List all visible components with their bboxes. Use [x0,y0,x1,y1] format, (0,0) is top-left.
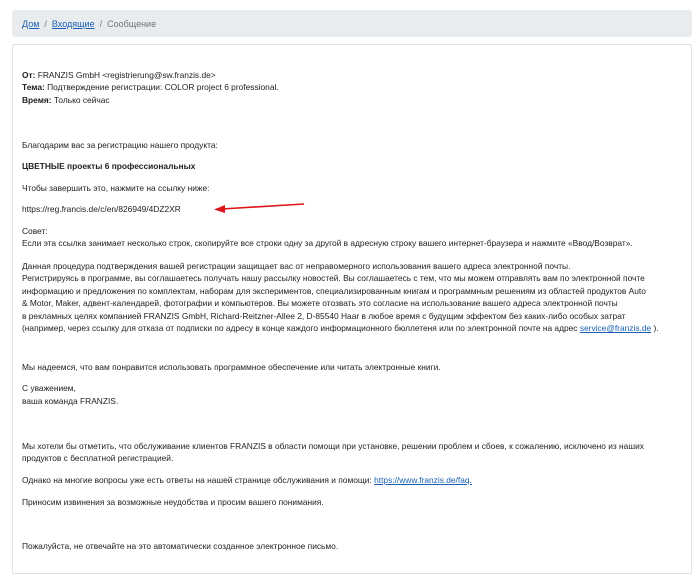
time-label: Время: [22,95,52,105]
subject-label: Тема: [22,82,45,92]
breadcrumb-current: Сообщение [107,18,157,29]
faq-line [22,474,472,486]
product-name: ЦВЕТНЫЕ проекты 6 профессиональных [22,161,196,171]
registration-link[interactable]: https://reg.francis.de/c/en/826949/4DZ2XR [22,204,181,214]
breadcrumb-home-link[interactable]: Дом [22,18,40,29]
support-line-1: Мы хотели бы отметить, что обслуживание клиентов FRANZIS в области помощи при установке, решении проблем и сбоев, к сожалению, исключено из наших [22,441,644,451]
subject-line [22,81,279,93]
red-arrow-icon [212,200,307,214]
privacy-line-2: Регистрируясь в программе, вы соглашаетесь получать нашу рассылку новостей. Вы соглашаетесь с тем, что мы можем отправлять вам по электронной почте [22,273,645,283]
service-email-link[interactable]: service@franzis.de [579,323,652,333]
thanks-text: Благодарим вас за регистрацию нашего продукта: [22,140,218,150]
from-value: FRANZIS GmbH <registrierung@sw.franzis.de> [37,70,216,80]
breadcrumb-inbox-link[interactable]: Входящие [51,18,95,29]
support-line-2: продуктов с бесплатной регистрацией. [22,453,174,463]
instruction-text: Чтобы завершить это, нажмите на ссылку ниже: [22,183,210,193]
breadcrumb [12,10,692,37]
from-line [22,69,216,81]
privacy-last-suffix: ). [651,323,659,333]
from-label: От: [22,70,36,80]
breadcrumb-separator: / [44,18,47,29]
privacy-line-4: & Motor, Maker, адвент-календарей, фотографии и компьютеров. Вы можете отозвать это согласие на использование вашего адреса электронной почты [22,298,618,308]
faq-link[interactable]: https://www.franzis.de/faq. [374,475,472,485]
privacy-line-3: информацию и предложения по комплектам, наборам для экспериментов, специализированным книгам и программным решениям из областей продуктов Auto [22,286,646,296]
privacy-line-5: в рекламных целях компанией FRANZIS GmbH, Richard-Reitzner-Allee 2, D-85540 Haar в любое время с будущим эффектом без каких-либо особых затрат [22,311,626,321]
time-value: Только сейчас [53,95,110,105]
time-line [22,94,110,106]
privacy-line-6 [22,322,659,334]
tip-label: Совет: [22,226,48,236]
noreply-text: Пожалуйста, не отвечайте на это автоматически созданное электронное письмо. [22,541,339,551]
subject-value: Подтверждение регистрации: COLOR project 6 professional. [47,82,279,92]
privacy-last-prefix: (например, через ссылку для отказа от подписки по адресу в конце каждого информационного бюллетеня или по электронной почте на адрес [22,323,580,333]
message-card [12,44,692,574]
regards-text: С уважением, [22,383,76,393]
tip-text: Если эта ссылка занимает несколько строк, скопируйте все строки одну за другой в адресную строку вашего интернет-браузера и нажмите «Ввод/Возврат». [22,238,633,248]
team-signature: ваша команда FRANZIS. [22,396,119,406]
faq-prefix: Однако на многие вопросы уже есть ответы на нашей странице обслуживания и помощи: [22,475,375,485]
hope-text: Мы надеемся, что вам понравится использовать программное обеспечение или читать электронные книги. [22,362,441,372]
breadcrumb-separator: / [99,18,103,29]
apology-text: Приносим извинения за возможные неудобства и просим вашего понимания. [22,497,324,507]
privacy-line-1: Данная процедура подтверждения вашей регистрации защищает вас от неправомерного использования вашего адреса электронной почты. [22,261,571,271]
